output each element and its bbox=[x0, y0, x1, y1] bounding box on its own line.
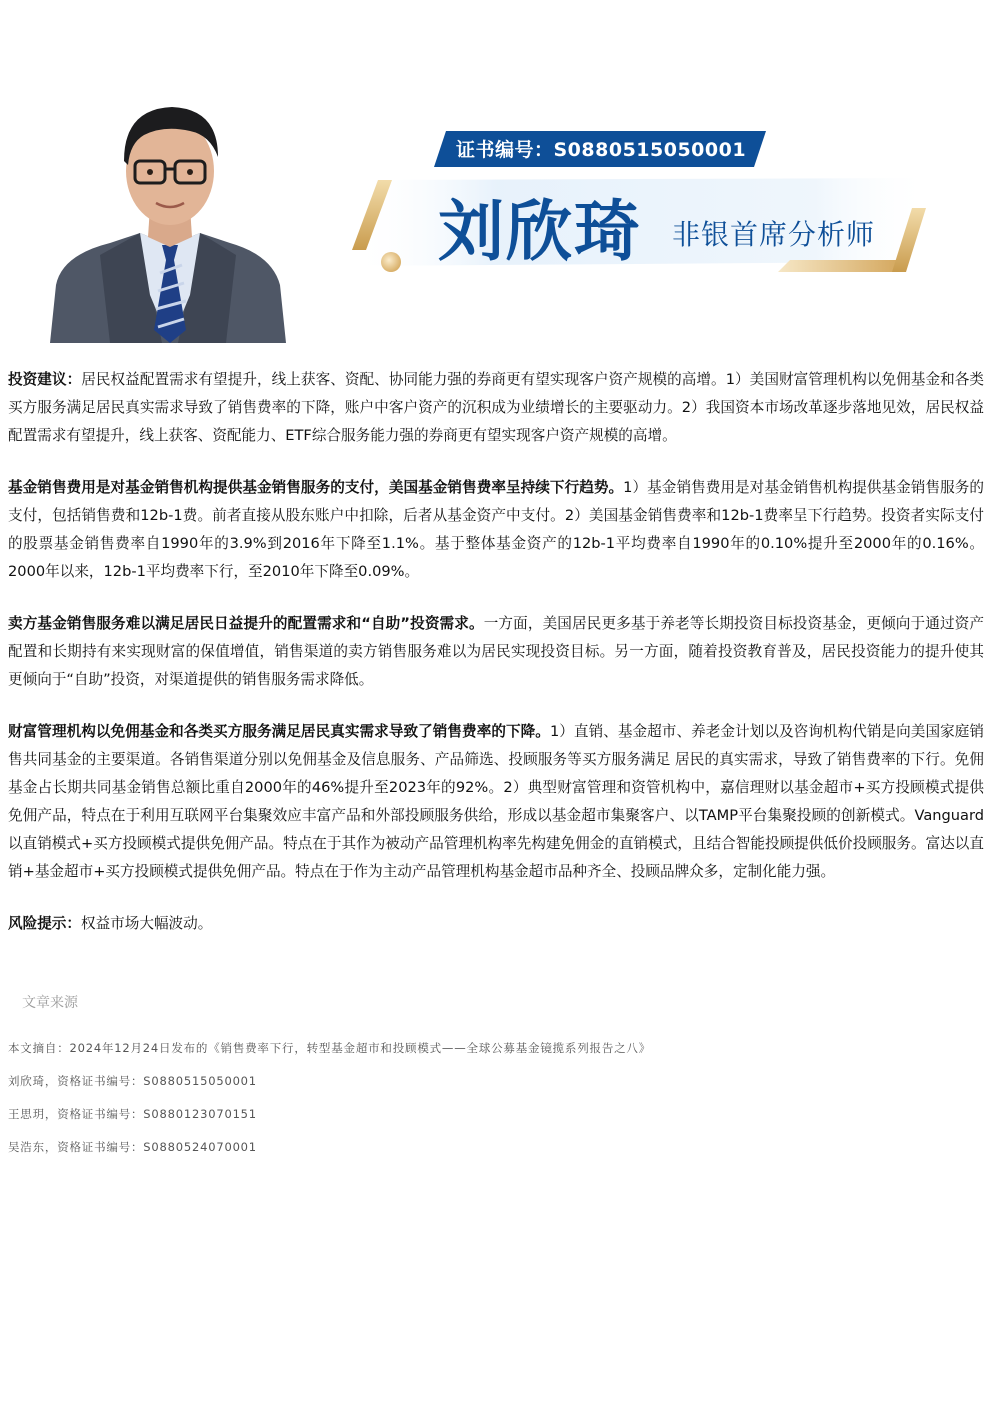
author-credential: 刘欣琦，资格证书编号：S0880515050001 bbox=[8, 1074, 257, 1088]
paragraph-lead: 基金销售费用是对基金销售机构提供基金销售服务的支付，美国基金销售费率呈持续下行趋势。 bbox=[8, 479, 624, 496]
paragraph-text: 权益市场大幅波动。 bbox=[80, 915, 213, 932]
paragraph-risk-warning bbox=[8, 910, 984, 938]
paragraph-text: 1）直销、基金超市、养老金计划以及咨询机构代销是向美国家庭销售共同基金的主要渠道。各销售渠道分别以免佣基金及信息服务、产品筛选、投顾服务等买方服务满足 居民的真实需求，导致了销售费率的下行。免佣基金占长期共同基金销售总额比重自2000年的46%提升至2023年的92%。2）典型财富管理和资管机构中，嘉信理财以基金超市+买方投顾模式提供免佣产品，特点在于利用互联网平台集聚效应丰富产品和外部投顾服务供给，形成以基金超市集聚客户、以TAMP平台集聚投顾的创新模式。Vanguard以直销模式+买方投顾模式提供免佣产品。特点在于其作为被动产品管理机构率先构建免佣金的直销模式，且结合智能投顾提供低价投顾服务。富达以直销+基金超市+买方投顾模式提供免佣产品。特点在于作为主动产品管理机构基金超市品种齐全、投顾品牌众多，定制化能力强。 bbox=[8, 723, 984, 880]
source-excerpt: 本文摘自：2024年12月24日发布的《销售费率下行，转型基金超市和投顾模式——全球公募基金镜揽系列报告之八》 bbox=[8, 1041, 652, 1055]
analyst-role: 非银首席分析师 bbox=[672, 218, 876, 251]
paragraph-sell-side-service bbox=[8, 610, 984, 694]
author-credential: 王思玥，资格证书编号：S0880123070151 bbox=[8, 1107, 257, 1121]
source-heading: 文章来源 bbox=[22, 995, 78, 1011]
paragraph-lead: 财富管理机构以免佣基金和各类买方服务满足居民真实需求导致了销售费率的下降。 bbox=[8, 723, 550, 740]
article-body bbox=[8, 366, 984, 962]
analyst-name: 刘欣琦 bbox=[438, 192, 642, 270]
paragraph-text: 一方面，美国居民更多基于养老等长期投资目标投资基金，更倾向于通过资产配置和长期持有来实现财富的保值增值，销售渠道的卖方销售服务难以为居民实现投资目标。另一方面，随着投资教育普及，居民投资能力的提升使其更倾向于“自助”投资，对渠道提供的销售服务需求降低。 bbox=[8, 615, 984, 688]
paragraph-text: 1）基金销售费用是对基金销售机构提供基金销售服务的支付，包括销售费和12b-1费。前者直接从股东账户中扣除，后者从基金资产中支付。2）美国基金销售费率和12b-1费率呈下行趋势。投资者实际支付的股票基金销售费率自1990年的3.9%到2016年下降至1.1%。基于整体基金资产的12b-1平均费率自1990年的0.10%提升至2000年的0.16%。2000年以来，12b-1平均费率下行，至2010年下降至0.09%。 bbox=[8, 479, 984, 580]
paragraph-lead: 风险提示： bbox=[8, 915, 81, 932]
author-credential: 吴浩东，资格证书编号：S0880524070001 bbox=[8, 1140, 257, 1154]
paragraph-investment-advice bbox=[8, 366, 984, 450]
analyst-portrait bbox=[40, 95, 295, 343]
paragraph-lead: 投资建议： bbox=[8, 371, 82, 388]
paragraph-lead: 卖方基金销售服务难以满足居民日益提升的配置需求和“自助”投资需求。 bbox=[8, 615, 484, 632]
paragraph-wealth-management bbox=[8, 718, 984, 886]
certificate-number: 证书编号：S0880515050001 bbox=[456, 139, 747, 161]
paragraph-sales-fees bbox=[8, 474, 984, 586]
paragraph-text: 居民权益配置需求有望提升，线上获客、资配、协同能力强的券商更有望实现客户资产规模的高增。1）美国财富管理机构以免佣基金和各类买方服务满足居民真实需求导致了销售费率的下降，账户中客户资产的沉积成为业绩增长的主要驱动力。2）我国资本市场改革逐步落地见效，居民权益配置需求有望提升，线上获客、资配能力、ETF综合服务能力强的券商更有望实现客户资产规模的高增。 bbox=[8, 371, 984, 444]
